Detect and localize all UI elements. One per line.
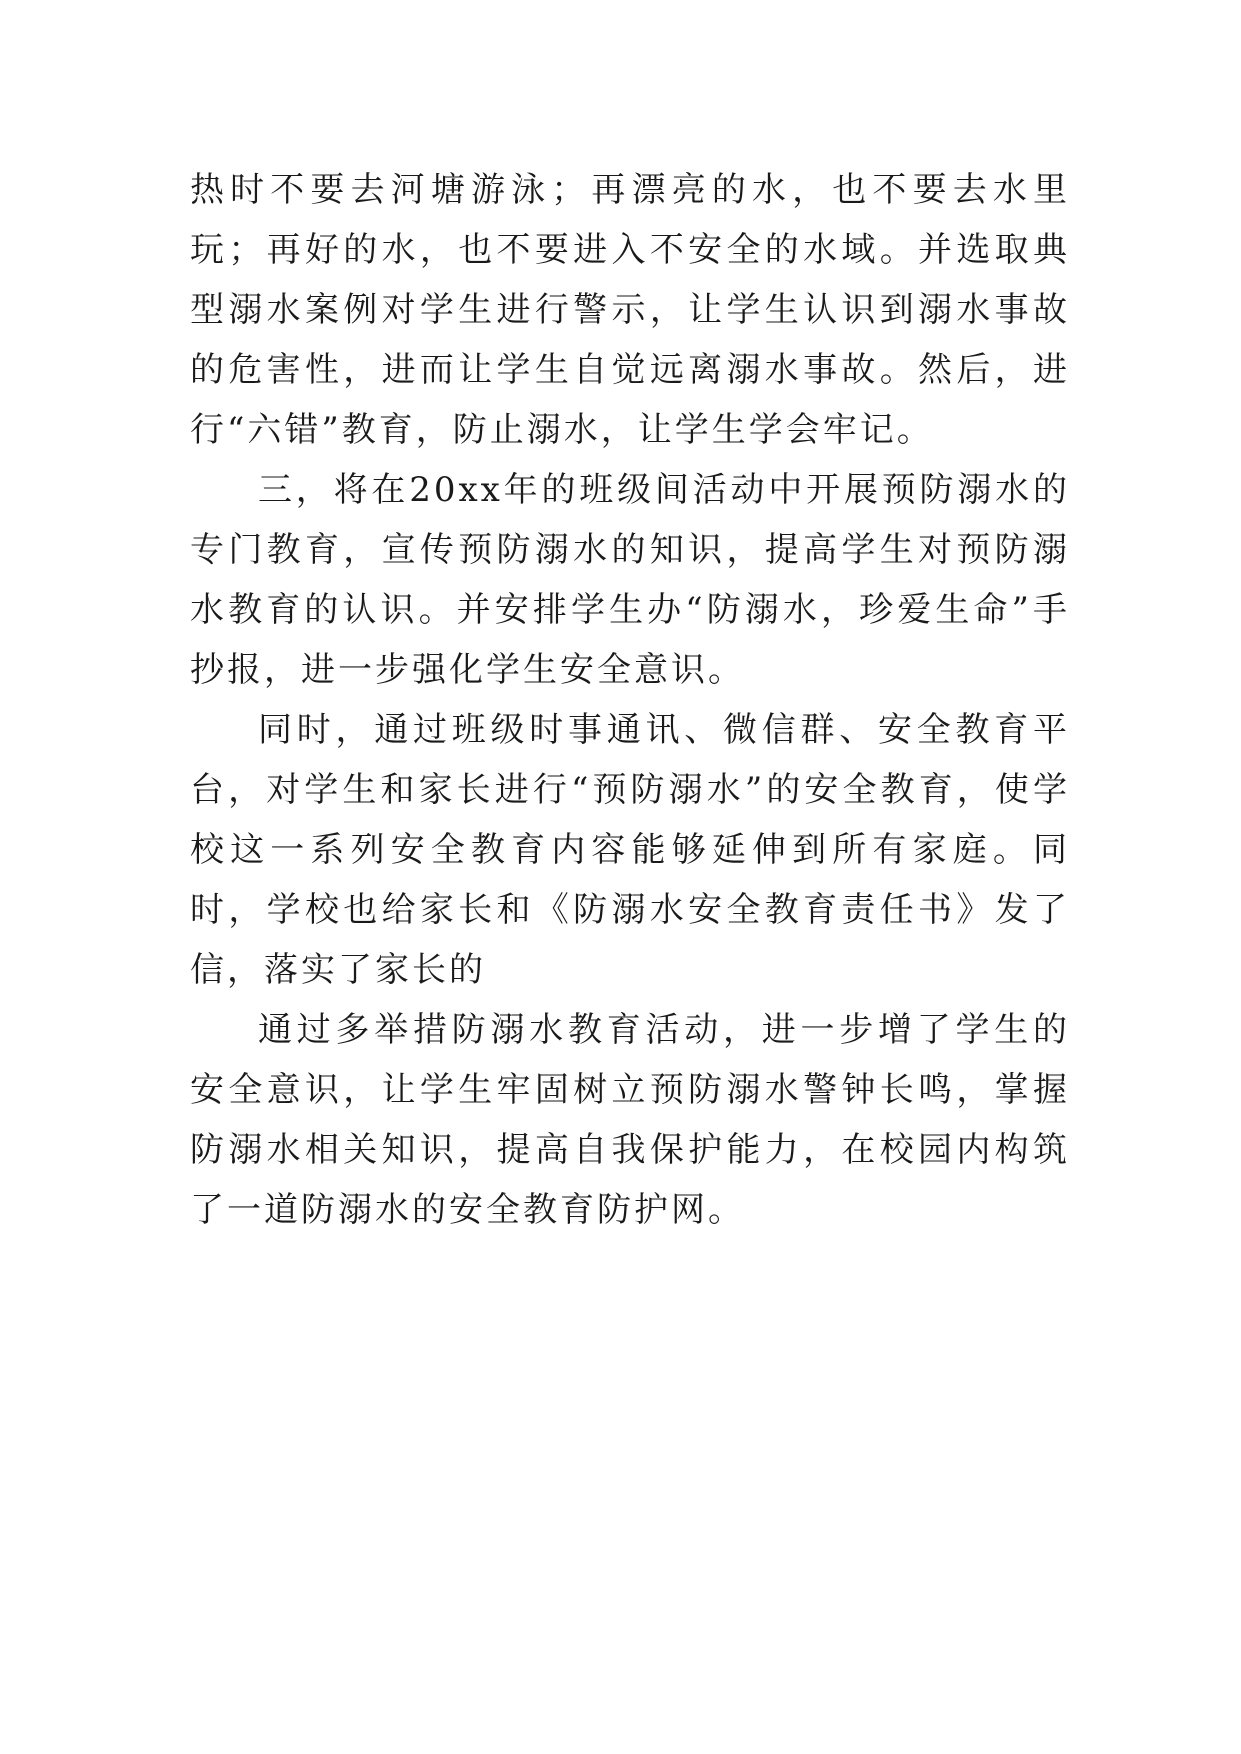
paragraph-parent-outreach: 同时，通过班级时事通讯、微信群、安全教育平台，对学生和家长进行“预防溺水”的安全教育，使学校这一系列安全教育内容能够延伸到所有家庭。同时，学校也给家长和《防溺水安全教育责任书》发了信，落实了家长的	[190, 710, 1070, 990]
document-body	[190, 160, 1070, 1240]
paragraph-conclusion: 通过多举措防溺水教育活动，进一步增了学生的安全意识，让学生牢固树立预防溺水警钟长鸣，掌握防溺水相关知识，提高自我保护能力，在校园内构筑了一道防溺水的安全教育防护网。	[190, 1010, 1070, 1230]
paragraph-class-activity: 三，将在20xx年的班级间活动中开展预防溺水的专门教育，宣传预防溺水的知识，提高学生对预防溺水教育的认识。并安排学生办“防溺水，珍爱生命”手抄报，进一步强化学生安全意识。	[190, 470, 1070, 690]
paragraph-continuation: 热时不要去河塘游泳；再漂亮的水，也不要去水里玩；再好的水，也不要进入不安全的水域。并选取典型溺水案例对学生进行警示，让学生认识到溺水事故的危害性，进而让学生自觉远离溺水事故。然后，进行“六错”教育，防止溺水，让学生学会牢记。	[190, 170, 1070, 450]
